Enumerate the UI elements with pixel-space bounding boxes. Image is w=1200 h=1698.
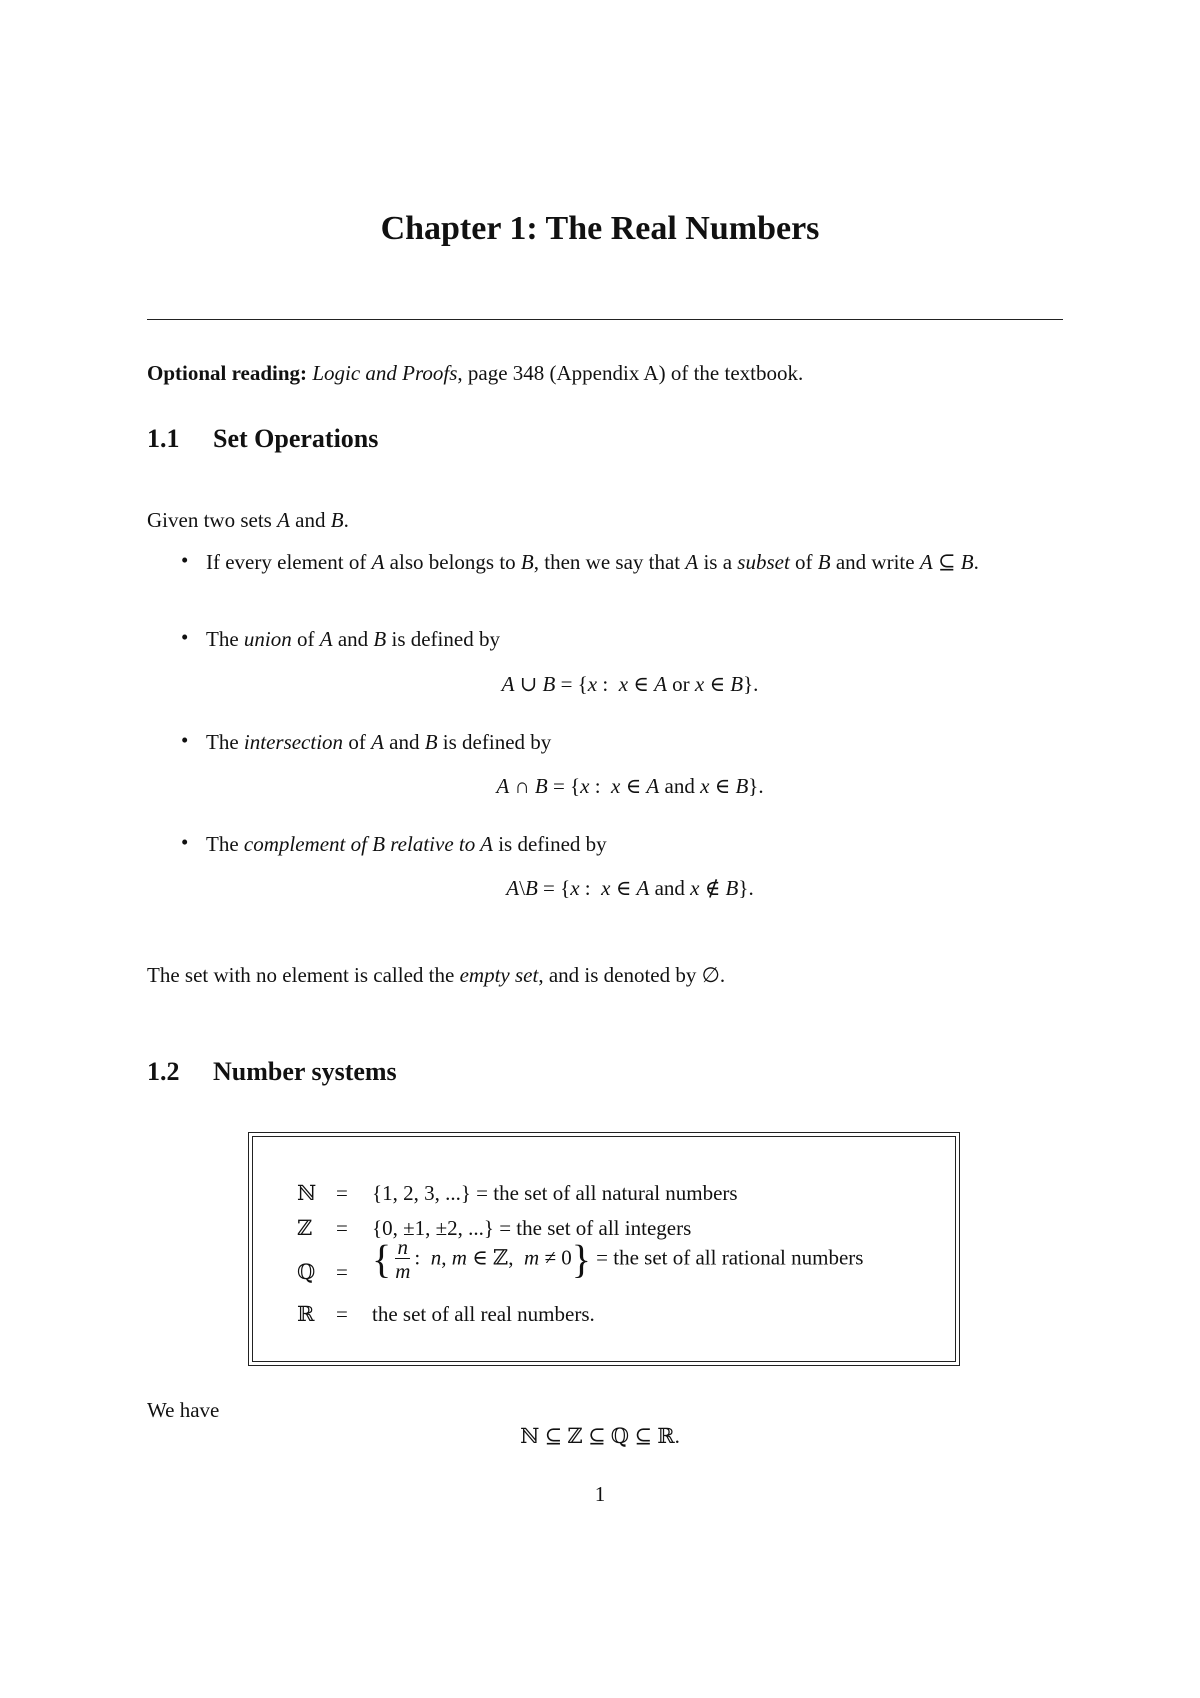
rationals-definition: [372, 1237, 863, 1282]
naturals-symbol: ℕ: [297, 1181, 317, 1205]
page-number: 1: [594, 1482, 606, 1506]
number-systems-box: [248, 1132, 960, 1366]
number-systems-box-inner: [252, 1136, 956, 1362]
inclusion-chain: ℕ ⊆ ℤ ⊆ ℚ ⊆ ℝ.: [520, 1424, 680, 1448]
list-item-union: The union of A and B is defined by: [206, 627, 500, 651]
section-1-title: Set Operations: [213, 424, 379, 453]
section-2-title: Number systems: [213, 1057, 397, 1086]
fraction: [395, 1237, 410, 1282]
reals-equals: =: [336, 1302, 348, 1326]
title-rule: [147, 319, 1063, 320]
list-item-subset: If every element of A also belongs to B, then we say that A is a subset of B and write A ⊆ B.: [206, 550, 979, 574]
we-have-text: We have: [147, 1398, 220, 1422]
section-1-number: 1.1: [147, 424, 180, 453]
list-item-complement: The complement of B relative to A is defined by: [206, 832, 607, 856]
bullet-icon: •: [181, 625, 189, 649]
empty-set-sentence: The set with no element is called the empty set, and is denoted by ∅.: [147, 963, 726, 987]
integers-equals: =: [336, 1216, 348, 1240]
section-1-heading: [147, 424, 378, 454]
list-item-intersection: The intersection of A and B is defined by: [206, 730, 552, 754]
left-brace: {: [372, 1236, 392, 1282]
rationals-equals: =: [336, 1260, 348, 1284]
rationals-symbol: ℚ: [297, 1260, 316, 1284]
bullet-icon: •: [181, 830, 189, 854]
optional-rest: , page 348 (Appendix A) of the textbook.: [457, 361, 804, 385]
fraction-numerator: n: [395, 1237, 410, 1259]
rationals-condition: : n, m ∈ ℤ, m ≠ 0: [414, 1245, 572, 1270]
complement-equation: A\B = {x : x ∈ A and x ∉ B}.: [506, 876, 754, 900]
bullet-icon: •: [181, 728, 189, 752]
chapter-title: Chapter 1: The Real Numbers: [380, 210, 820, 247]
section-2-number: 1.2: [147, 1057, 180, 1086]
integers-definition: {0, ±1, ±2, ...} = the set of all integers: [372, 1216, 692, 1240]
bullet-icon: •: [181, 548, 189, 572]
integers-symbol: ℤ: [297, 1216, 313, 1240]
right-brace: }: [571, 1236, 591, 1282]
naturals-definition: {1, 2, 3, ...} = the set of all natural numbers: [372, 1181, 738, 1205]
optional-book: Logic and Proofs: [312, 361, 458, 385]
section-1-intro: Given two sets A and B.: [147, 508, 349, 532]
union-equation: A ∪ B = {x : x ∈ A or x ∈ B}.: [501, 672, 759, 696]
optional-reading: [147, 358, 803, 388]
optional-label: Optional reading:: [147, 361, 308, 385]
intersection-equation: A ∩ B = {x : x ∈ A and x ∈ B}.: [496, 774, 764, 798]
naturals-equals: =: [336, 1181, 348, 1205]
section-2-heading: [147, 1057, 397, 1087]
fraction-denominator: m: [395, 1259, 411, 1283]
rationals-description: = the set of all rational numbers: [596, 1245, 864, 1270]
reals-symbol: ℝ: [297, 1302, 315, 1326]
reals-definition: the set of all real numbers.: [372, 1302, 595, 1326]
